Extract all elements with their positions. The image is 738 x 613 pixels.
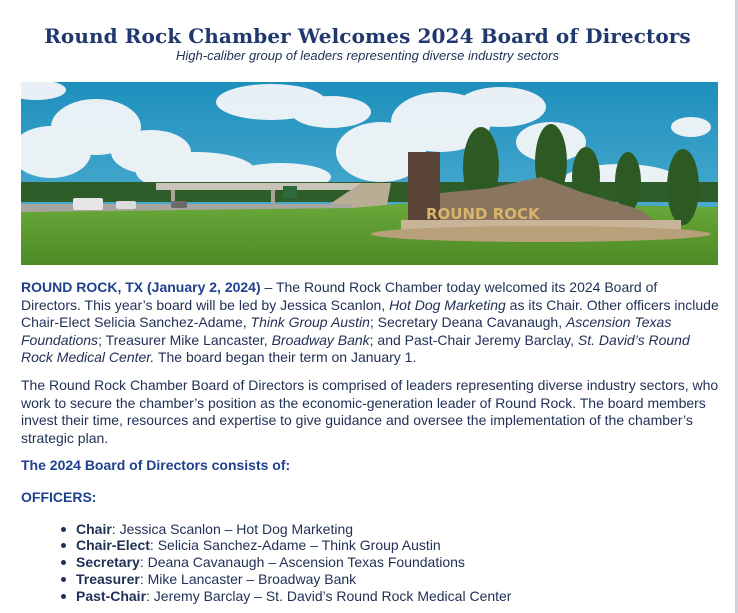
list-item: Past-Chair: Jeremy Barclay – St. David’s Round Rock Medical Center	[76, 588, 719, 605]
list-item: Treasurer: Mike Lancaster – Broadway Bank	[76, 571, 719, 588]
dateline: ROUND ROCK, TX (January 2, 2024)	[21, 279, 261, 295]
round-rock-sign-photo	[21, 82, 718, 265]
officers-heading: OFFICERS:	[21, 488, 97, 505]
list-item: Secretary: Deana Cavanaugh – Ascension Texas Foundations	[76, 554, 719, 571]
mission-paragraph: The Round Rock Chamber Board of Directors is comprised of leaders representing diverse industry sectors, who work to secure the chamber’s position as the economic-generation leader of Round Rock. The board members invest their time, resources and expertise to give guidance and oversee the implementation of the chamber’s strategic plan.	[21, 376, 719, 446]
subheadline: High-caliber group of leaders representing diverse industry sectors	[176, 48, 559, 63]
list-item: Chair: Jessica Scanlon – Hot Dog Marketing	[76, 521, 719, 538]
sign-lettering: ROUND ROCK	[426, 205, 540, 223]
lead-paragraph: ROUND ROCK, TX (January 2, 2024) – The Round Rock Chamber today welcomed its 2024 Board of Directors. This year’s board will be led by Jessica Scanlon, Hot Dog Marketing as its Chair. Other officers include Chair-Elect Selicia Sanchez-Adame, Think Group Austin; Secretary Deana Cavanaugh, Ascension Texas Foundations; Treasurer Mike Lancaster, Broadway Bank; and Past-Chair Jeremy Barclay, St. David’s Round Rock Medical Center. The board began their term on January 1.	[21, 279, 719, 366]
board-heading: The 2024 Board of Directors consists of:	[21, 457, 291, 474]
officers-list	[21, 521, 719, 605]
headline: Round Rock Chamber Welcomes 2024 Board of Directors	[44, 24, 691, 48]
article-body	[21, 279, 719, 605]
list-item: Chair-Elect: Selicia Sanchez-Adame – Think Group Austin	[76, 537, 719, 554]
